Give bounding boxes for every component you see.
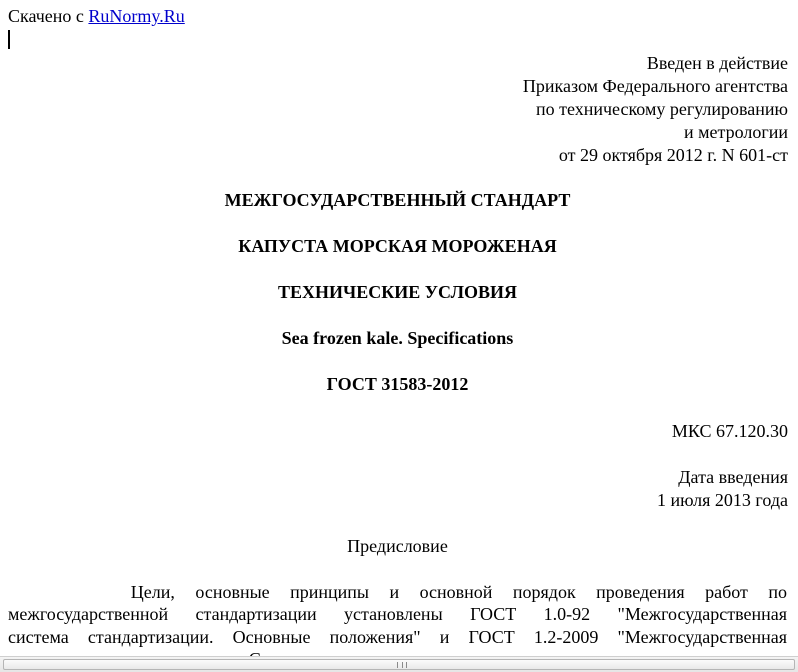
intro-line-4: и метрологии	[684, 122, 788, 142]
standard-type-title: МЕЖГОСУДАРСТВЕННЫЙ СТАНДАРТ	[224, 190, 571, 210]
introduction-date-value: 1 июля 2013 года	[657, 490, 788, 510]
preface-paragraph-line-2: межгосударственной стандартизации установлены ГОСТ 1.0-92 "Межгосударственная	[8, 604, 787, 624]
download-source-line	[8, 5, 185, 27]
runormy-link[interactable]: RuNormy.Ru	[88, 6, 185, 26]
text-cursor	[8, 30, 10, 49]
intro-line-3: по техническому регулированию	[535, 99, 788, 119]
intro-line-1: Введен в действие	[646, 53, 788, 73]
horizontal-scrollbar[interactable]	[0, 656, 798, 672]
scroll-grip-icon	[397, 662, 407, 668]
mks-code: МКС 67.120.30	[671, 421, 788, 441]
intro-line-5: от 29 октября 2012 г. N 601-ст	[558, 145, 788, 165]
download-source-prefix: Скачено с	[8, 6, 84, 26]
intro-line-2: Приказом Федерального агентства	[522, 76, 788, 96]
product-title: КАПУСТА МОРСКАЯ МОРОЖЕНАЯ	[238, 236, 557, 256]
horizontal-scroll-thumb[interactable]	[3, 659, 795, 670]
introduction-date-label: Дата введения	[678, 467, 788, 487]
preface-heading: Предисловие	[347, 536, 448, 556]
gost-code-title: ГОСТ 31583-2012	[326, 374, 469, 394]
preface-paragraph-line-1: Цели, основные принципы и основной порядок проведения работ по	[8, 582, 787, 602]
english-title: Sea frozen kale. Specifications	[281, 328, 514, 348]
preface-paragraph-line-3: система стандартизации. Основные положения" и ГОСТ 1.2-2009 "Межгосударственная	[8, 627, 787, 647]
specification-title: ТЕХНИЧЕСКИЕ УСЛОВИЯ	[278, 282, 517, 302]
